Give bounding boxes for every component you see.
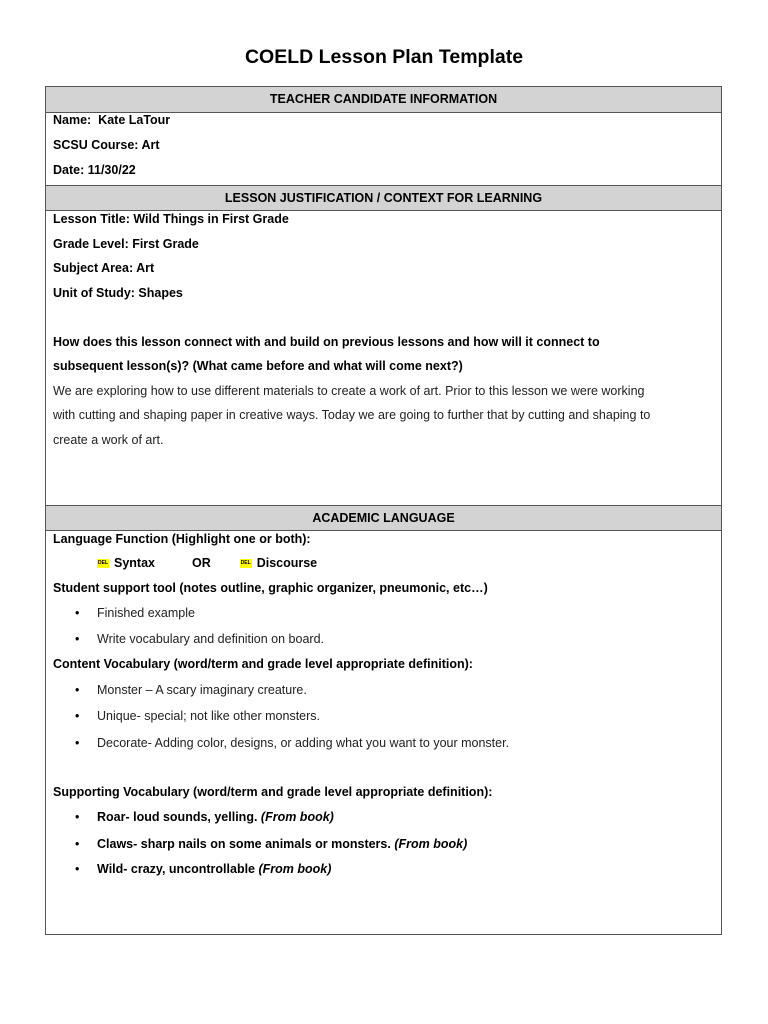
name-value: Kate LaTour [98,113,171,127]
connection-question-line-2: subsequent lesson(s)? (What came before and what will come next?) [53,359,463,373]
subject-area-line: Subject Area: Art [53,261,155,275]
support-item: Finished example [97,606,195,620]
connection-question-line-1: How does this lesson connect with and build on previous lessons and how will it connect to [53,335,600,349]
course-value: Art [141,138,160,152]
bullet-point: • [75,683,80,697]
highlight-marker: DEL [240,560,251,567]
date-value: 11/30/22 [87,163,136,177]
course-line [53,138,160,152]
name-line [53,113,170,127]
highlight-marker: DEL [98,560,108,567]
bullet-point: • [75,632,80,646]
date-line [53,163,136,177]
student-support-label: Student support tool (notes outline, graphic organizer, pneumonic, etc…) [53,581,488,595]
name-label: Name: [53,113,92,127]
grade-level-line: Grade Level: First Grade [53,237,199,251]
content-vocab-item: Decorate- Adding color, designs, or adding what you want to your monster. [97,736,510,750]
section-header-academic-language: ACADEMIC LANGUAGE [46,505,721,531]
bullet-point: • [75,709,80,723]
connection-answer-line-2: with cutting and shaping paper in creative ways. Today we are going to further that by cutting and shaping to [53,408,651,422]
supporting-vocabulary-label: Supporting Vocabulary (word/term and grade level appropriate definition): [53,785,493,799]
supporting-vocab-item [97,810,334,824]
course-label: SCSU Course: [53,138,139,152]
supporting-vocab-item [97,862,331,876]
unit-of-study-line: Unit of Study: Shapes [53,286,183,300]
section-header-justification: LESSON JUSTIFICATION / CONTEXT FOR LEARNING [46,185,721,211]
option-syntax: Syntax [114,556,155,570]
supporting-vocab-text: Claws- sharp nails on some animals or monsters. [97,837,391,851]
option-or: OR [191,556,211,570]
connection-answer-line-3: create a work of art. [53,433,164,447]
bullet-point: • [75,606,80,620]
supporting-vocab-source: (From book) [260,810,334,824]
supporting-vocab-source: (From book) [394,837,468,851]
bullet-point: • [75,862,80,876]
bullet-point: • [75,810,80,824]
language-function-label: Language Function (Highlight one or both): [53,532,311,546]
option-discourse: Discourse [256,556,318,570]
supporting-vocab-source: (From book) [258,862,332,876]
section-header-teacher: TEACHER CANDIDATE INFORMATION [46,86,721,113]
lesson-plan-table [45,86,722,935]
date-label: Date: [53,163,85,177]
supporting-vocab-text: Wild- crazy, uncontrollable [97,862,256,876]
supporting-vocab-item [97,837,467,851]
supporting-vocab-text: Roar- loud sounds, yelling. [97,810,258,824]
connection-answer-line-1: We are exploring how to use different materials to create a work of art. Prior to this lesson we were working [53,384,645,398]
document-title: COELD Lesson Plan Template [244,46,524,68]
lesson-title-line: Lesson Title: Wild Things in First Grade [53,212,289,226]
language-function-options [97,556,317,570]
content-vocabulary-label: Content Vocabulary (word/term and grade level appropriate definition): [53,657,473,671]
bullet-point: • [75,837,80,851]
content-vocab-item: Monster – A scary imaginary creature. [97,683,307,697]
bullet-point: • [75,736,80,750]
support-item: Write vocabulary and definition on board. [97,632,324,646]
content-vocab-item: Unique- special; not like other monsters. [97,709,321,723]
